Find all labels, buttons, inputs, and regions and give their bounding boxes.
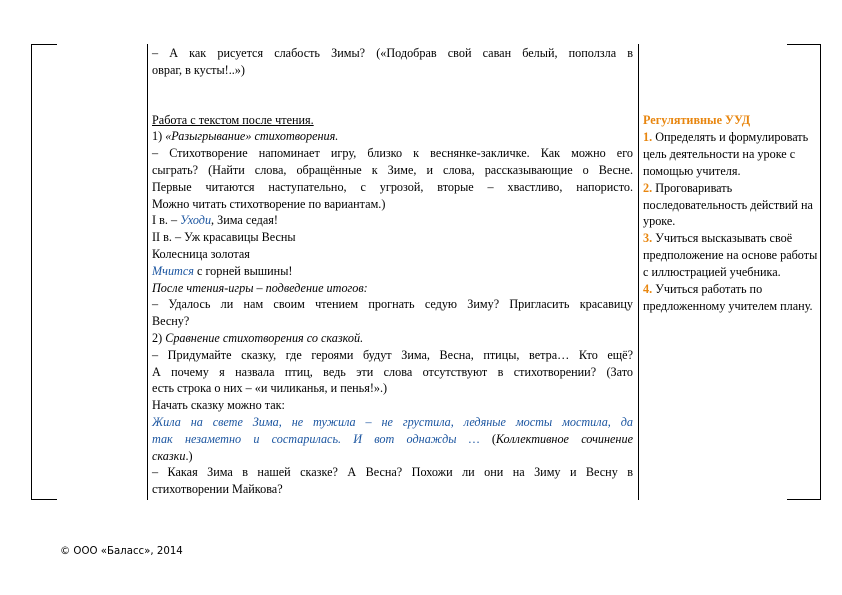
text-line: овраг, в кусты!..»): [152, 62, 245, 77]
poem-line: Колесница золотая: [152, 246, 250, 261]
text-line: – Стихотворение напоминает игру, близко к веснянке-закличке. Как можно его: [152, 146, 633, 161]
table-bottom-border-left: [31, 499, 57, 500]
text-line: Начать сказку можно так:: [152, 398, 285, 413]
uud-item: 1. Определять и формулировать цель деятельности на уроке с помощью учителя.: [643, 129, 809, 178]
tale-line: так незаметно и состарилась. И вот однажды … (Коллективное сочинение: [152, 431, 633, 446]
text-line: – Удалось ли нам своим чтением прогнать седую Зиму? Пригласить красавицу: [152, 297, 633, 312]
subsection-heading-1: 1) «Разыгрывание» стихотворения.: [152, 129, 339, 144]
text-line: Весну?: [152, 314, 190, 329]
text-line: Можно читать стихотворение по вариантам.): [152, 196, 386, 211]
lesson-content-cell: [152, 45, 633, 498]
table-left-border: [31, 44, 32, 500]
table-bottom-border-right: [787, 499, 820, 500]
text-line: – Какая Зима в нашей сказке? А Весна? Похожи ли они на Зиму и Весну в: [152, 465, 633, 480]
poem-line: II в. – Уж красавицы Весны: [152, 230, 296, 245]
uud-title: Регулятивные УУД: [643, 113, 751, 127]
text-line: – Придумайте сказку, где героями будут Зима, Весна, птицы, ветра… Кто ещё?: [152, 347, 633, 362]
text-line: стихотворении Майкова?: [152, 482, 283, 497]
table-right-border: [820, 44, 821, 500]
text-line: Первые читаются наступательно, с угрозой, вторые – хвастливо, напористо.: [152, 179, 633, 194]
poem-line: Мчится с горней вышины!: [152, 263, 293, 278]
text-line: сыграть? (Найти слова, обращённые к Зиме, и слова, рассказывающие о Весне.: [152, 162, 633, 177]
poem-line: I в. – Уходи, Зима седая!: [152, 213, 278, 228]
table-top-border-right: [787, 44, 820, 45]
table-top-border-left: [31, 44, 57, 45]
text-line: есть строка о них – «и чиликанья, и пенья!».): [152, 381, 388, 396]
subsection-heading-2: 2) Сравнение стихотворения со сказкой.: [152, 330, 364, 345]
section-title: Работа с текстом после чтения.: [152, 112, 314, 127]
tale-line: сказки.): [152, 448, 193, 463]
text-line: – А как рисуется слабость Зимы? («Подобрав свой саван белый, поползла в: [152, 46, 633, 60]
uud-cell: [643, 112, 819, 315]
uud-item: 3. Учиться высказывать своё предположение на основе работы с иллюстрацией учебника.: [643, 231, 818, 280]
copyright-footer: © ООО «Баласс», 2014: [60, 546, 183, 557]
column-divider-2: [638, 44, 639, 500]
tale-line: Жила на свете Зима, не тужила – не грустила, ледяные мосты мостила, да: [152, 414, 633, 429]
uud-item: 2. Проговаривать последовательность действий на уроке.: [643, 180, 813, 229]
uud-item: 4. Учиться работать по предложенному учителем плану.: [643, 282, 813, 313]
text-line: А почему я назвала птиц, ведь эти слова отсутствуют в стихотворении? (Зато: [152, 364, 633, 379]
summary-heading: После чтения-игры – подведение итогов:: [152, 280, 368, 295]
column-divider-1: [147, 44, 148, 500]
